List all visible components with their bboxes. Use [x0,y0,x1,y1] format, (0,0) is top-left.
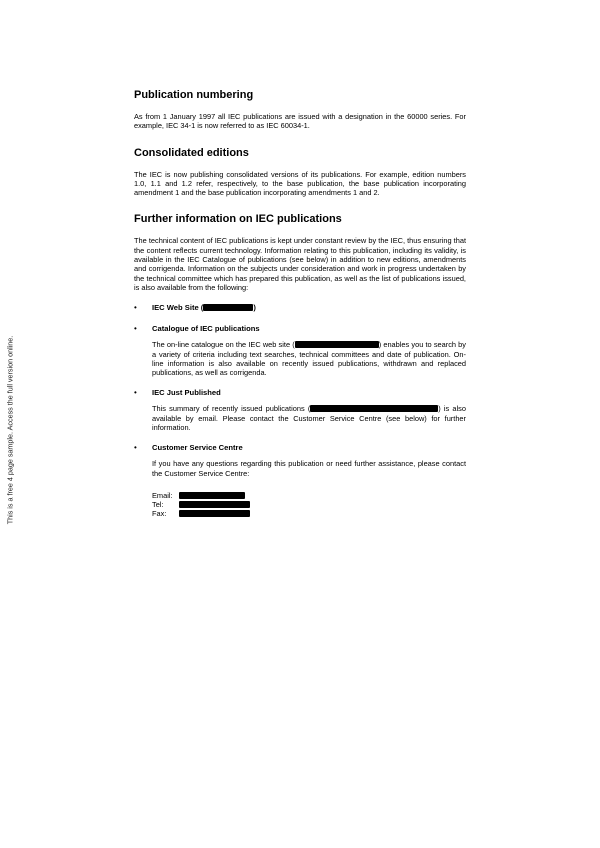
section-publication-numbering [134,88,466,131]
bullet-icon: • [134,303,137,313]
item-title: Customer Service Centre [152,443,243,453]
tel-label: Tel: [152,499,164,509]
bullet-icon: • [134,388,137,398]
section-heading: Further information on IEC publications [134,213,342,226]
information-sources-list [134,303,466,518]
redacted-email [179,492,245,499]
sample-notice [5,300,15,560]
bullet-icon: • [134,443,137,453]
section-consolidated-editions [134,146,466,198]
page-content [134,88,466,533]
redacted-url [295,341,379,348]
contact-email-row [152,491,466,500]
item-title: IEC Web Site ( ) [152,303,256,313]
redacted-phone [179,501,250,508]
list-item-customer-service [134,443,466,518]
list-item-web-site [134,303,466,313]
list-item-just-published [134,388,466,432]
item-body: This summary of recently issued publications ( ) is also available by email. Please contact the Customer Service Centre (see below) for further information. [152,404,466,433]
redacted-url [203,304,253,311]
item-body: The on-line catalogue on the IEC web site ( ) enables you to search by a variety of criteria including text searches, technical committees and date of publication. On-line information is also available on recently issued publications, withdrawn and replaced publications, as well as corrigenda. [152,340,466,378]
section-further-information [134,212,466,517]
redacted-url [310,405,438,412]
list-item-catalogue [134,324,466,377]
fax-label: Fax: [152,508,167,518]
item-title: Catalogue of IEC publications [152,324,260,334]
redacted-fax [179,510,250,517]
contact-details [152,491,466,518]
section-heading: Consolidated editions [134,146,249,159]
item-title: IEC Just Published [152,388,221,398]
section-heading: Publication numbering [134,89,254,101]
section-body: The IEC is now publishing consolidated versions of its publications. For example, edition numbers 1.0, 1.1 and 1.2 refer, respectively, to the base publication, the base publication incorporating amendment 1 and the base publication incorporating amendments 1 and 2. [134,169,466,198]
sample-notice-text: This is a free 4 page sample. Access the full version online. [5,335,15,525]
contact-tel-row [152,500,466,509]
email-label: Email: [152,490,173,500]
section-body: The technical content of IEC publications is kept under constant review by the IEC, thus ensuring that the content reflects current technology. Information relating to this publication, including its validity, is available in the IEC Catalogue of publications (see below) in addition to new editions, amendments and corrigenda. Information on the subjects under consideration and work in progress undertaken by the technical committee which has prepared this publication, as well as the list of publications issued, is also available from the following: [134,236,466,292]
section-body: As from 1 January 1997 all IEC publications are issued with a designation in the 60000 series. For example, IEC 34-1 is now referred to as IEC 60034-1. [134,112,466,131]
item-body: If you have any questions regarding this publication or need further assistance, please contact the Customer Service Centre: [152,459,466,478]
bullet-icon: • [134,324,137,334]
contact-fax-row [152,509,466,518]
